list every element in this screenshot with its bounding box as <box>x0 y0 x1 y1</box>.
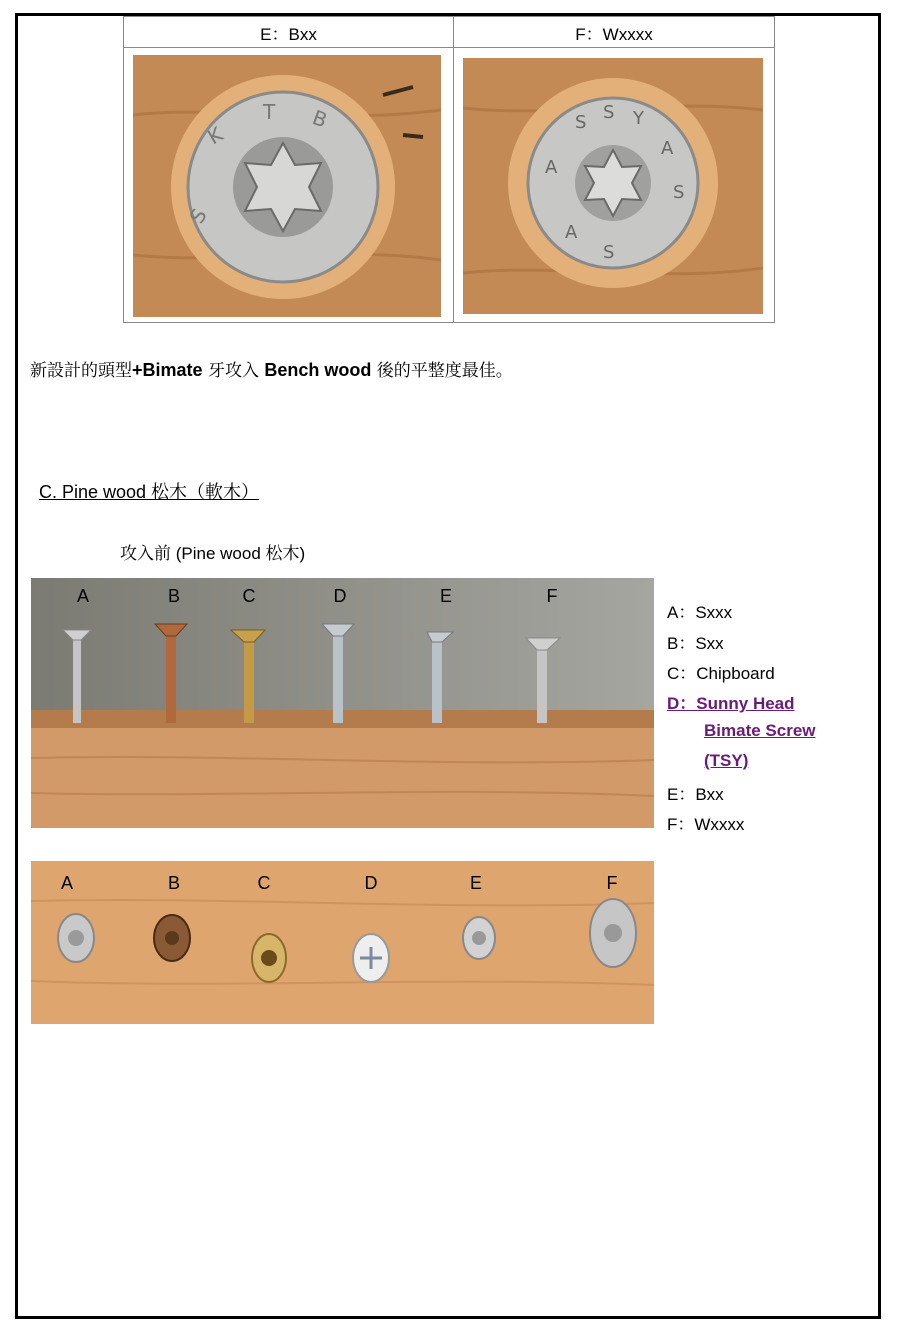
head-letter: T <box>263 100 276 124</box>
photo-label-e: E <box>469 873 483 893</box>
para-text: 新設計的頭型 <box>30 361 132 381</box>
legend-d-line3: (TSY) <box>704 751 749 770</box>
legend-d: D：Sunny Head <box>667 694 795 713</box>
head-letter: K <box>203 121 227 150</box>
conclusion-paragraph <box>30 356 513 381</box>
para-text: 後的平整度最佳。 <box>371 361 513 381</box>
sub-heading: 攻入前 (Pine wood 松木) <box>120 544 306 563</box>
photo-label-b: B <box>167 873 181 893</box>
section-heading: C. Pine wood 松木（軟木） <box>39 482 260 502</box>
photo-label-d: D <box>333 586 347 606</box>
col-e-header: E：Bxx <box>124 17 453 48</box>
legend-e: E：Bxx <box>667 785 724 804</box>
photo-label-a: A <box>60 873 74 893</box>
screws-top-view-photo <box>31 861 654 1024</box>
screw-head-photo-f <box>463 58 763 314</box>
head-letter: S <box>575 112 587 133</box>
head-letter: S <box>673 182 685 203</box>
head-letter: S <box>603 102 615 123</box>
legend-f: F：Wxxxx <box>667 815 745 834</box>
head-letter: B <box>309 105 331 133</box>
comparison-table <box>123 16 775 323</box>
photo-label-c: C <box>242 586 256 606</box>
photo-label-d: D <box>364 873 378 893</box>
head-letter: A <box>545 157 558 178</box>
photo-label-f: F <box>606 873 618 893</box>
photo-label-a: A <box>76 586 90 606</box>
legend-d-line2: Bimate Screw <box>704 721 816 740</box>
screw-head-photo-e <box>133 55 441 317</box>
legend-b: B：Sxx <box>667 634 724 653</box>
head-letter: S <box>603 242 615 263</box>
head-letter: Y <box>633 108 644 129</box>
para-bold: +Bimate <box>132 360 203 380</box>
col-f-header: F：Wxxxx <box>454 17 774 48</box>
para-bold: Bench wood <box>264 360 372 380</box>
column-divider <box>453 17 454 322</box>
head-letter: A <box>661 138 674 159</box>
photo-label-b: B <box>167 586 181 606</box>
photo-label-f: F <box>546 586 558 606</box>
photo-label-e: E <box>439 586 453 606</box>
screws-side-view-photo <box>31 578 654 828</box>
photo-label-c: C <box>257 873 271 893</box>
legend-a: A：Sxxx <box>667 603 733 622</box>
head-letter: S <box>184 204 212 228</box>
head-letter: A <box>565 222 578 243</box>
para-text: 牙攻入 <box>202 361 265 381</box>
legend-c: C：Chipboard <box>667 664 775 683</box>
